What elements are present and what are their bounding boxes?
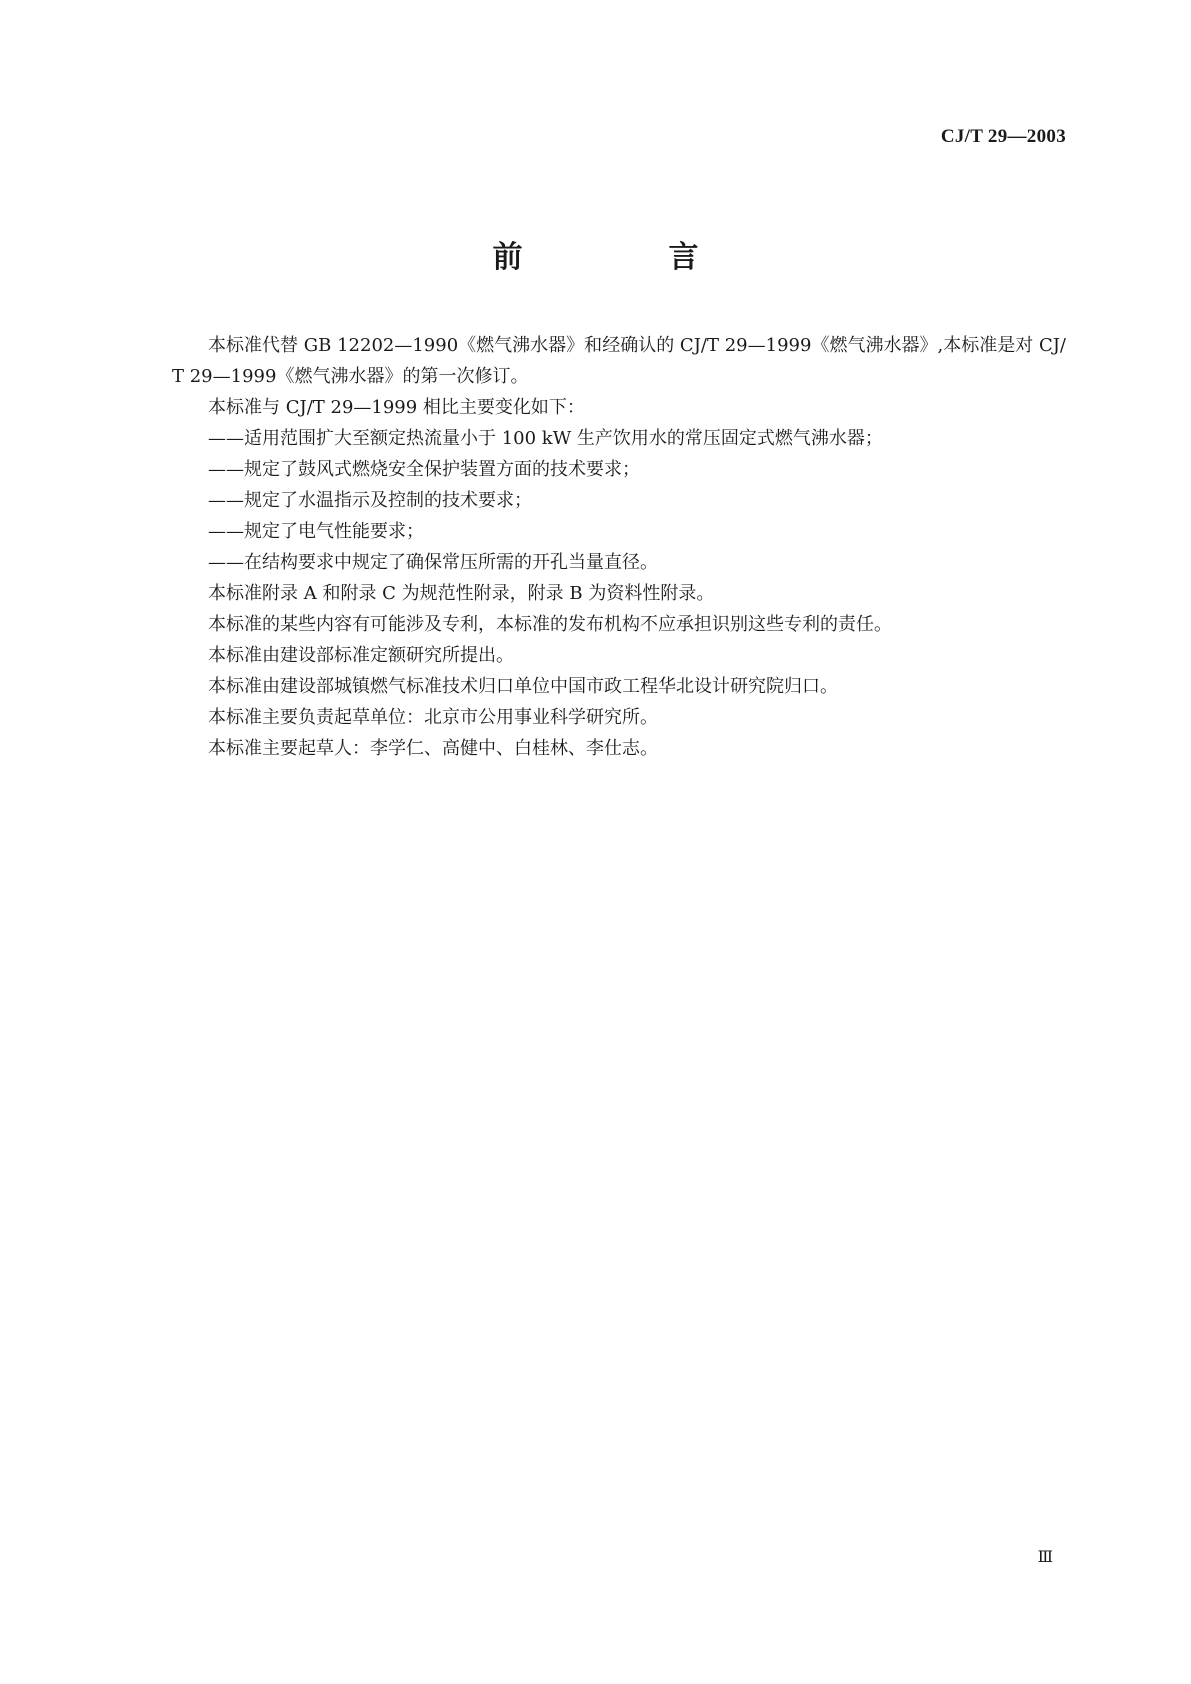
paragraph-changes-intro: 本标准与 CJ/T 29—1999 相比主要变化如下：: [208, 397, 585, 418]
list-item-change-electrical: ——规定了电气性能要求；: [208, 521, 424, 542]
page-title: 前 言: [492, 240, 757, 275]
list-item-change-water-temp: ——规定了水温指示及控制的技术要求；: [208, 490, 532, 511]
standard-code: CJ/T 29—2003: [940, 126, 1066, 147]
list-item-change-blower-safety: ——规定了鼓风式燃烧安全保护装置方面的技术要求；: [208, 459, 640, 480]
paragraph-drafters: 本标准主要起草人：李学仁、高健中、白桂林、李仕志。: [208, 738, 658, 759]
paragraph-proposed-by: 本标准由建设部标准定额研究所提出。: [208, 645, 514, 666]
paragraph-annexes: 本标准附录 A 和附录 C 为规范性附录，附录 B 为资料性附录。: [208, 583, 715, 604]
list-item-change-opening-diameter: ——在结构要求中规定了确保常压所需的开孔当量直径。: [208, 552, 658, 573]
paragraph-administered-by: 本标准由建设部城镇燃气标准技术归口单位中国市政工程华北设计研究院归口。: [208, 676, 838, 697]
paragraph-supersedes: 本标准代替 GB 12202—1990《燃气沸水器》和经确认的 CJ/T 29—1999《燃气沸水器》,本标准是对 CJ/T 29—1999《燃气沸水器》的第一次修订。: [172, 335, 1066, 387]
page-number: Ⅲ: [1037, 1549, 1053, 1566]
list-item-change-scope: ——适用范围扩大至额定热流量小于 100 kW 生产饮用水的常压固定式燃气沸水器；: [208, 428, 883, 449]
foreword-body: [172, 330, 1066, 764]
paragraph-drafting-unit: 本标准主要负责起草单位：北京市公用事业科学研究所。: [208, 707, 658, 728]
paragraph-patents: 本标准的某些内容有可能涉及专利，本标准的发布机构不应承担识别这些专利的责任。: [208, 614, 892, 635]
